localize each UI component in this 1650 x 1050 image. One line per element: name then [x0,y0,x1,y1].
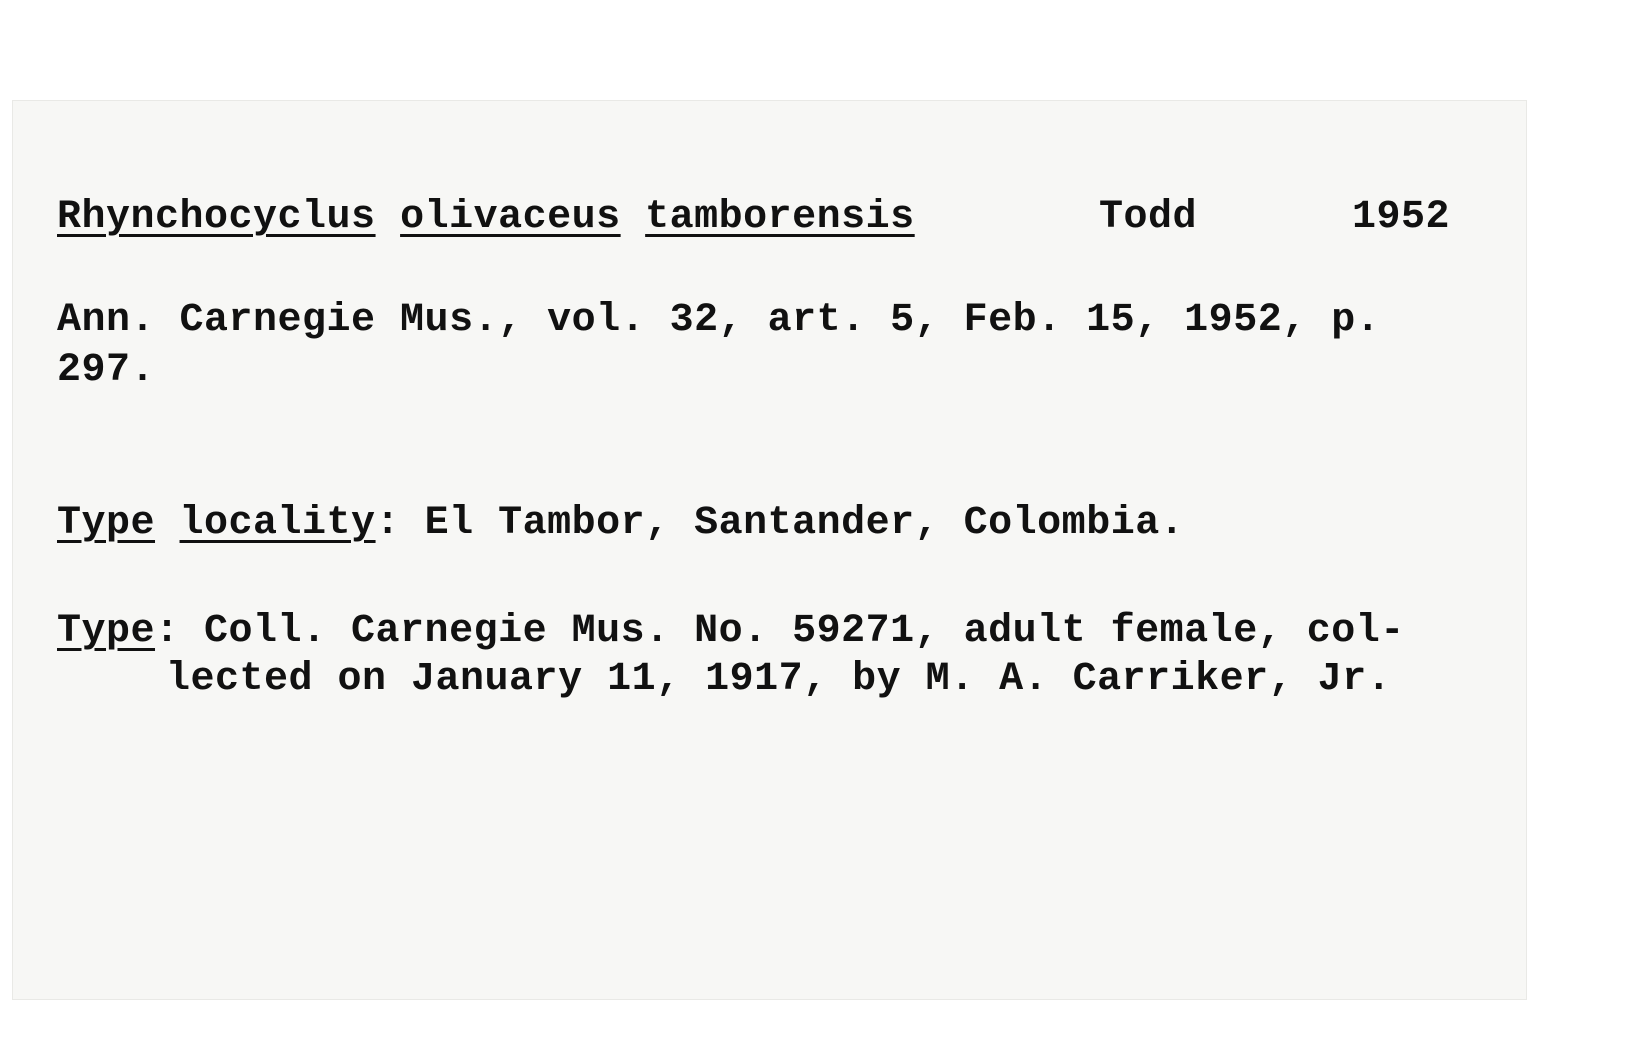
type-locality-label-1: Type [57,501,156,546]
type-locality-label-2: locality [179,501,376,546]
taxon-author: Todd [1099,195,1198,240]
index-card [12,100,1527,1000]
type-specimen-text-1: : Coll. Carnegie Mus. No. 59271, adult female, col- [155,609,1405,654]
type-specimen-line-2: lected on January 11, 1917, by M. A. Carriker, Jr. [166,657,1392,702]
type-specimen-line-1 [57,608,1405,656]
citation-line-2: 297. [57,348,156,393]
taxon-year: 1952 [1352,195,1451,240]
species-name: olivaceus [400,195,621,240]
taxon-name [57,194,915,242]
type-locality-value: El Tambor, Santander, Colombia. [400,501,1185,546]
type-locality-colon: : [375,501,401,546]
type-locality [57,500,1184,548]
genus-name: Rhynchocyclus [57,195,376,240]
subspecies-name: tamborensis [645,195,915,240]
citation-line-1: Ann. Carnegie Mus., vol. 32, art. 5, Feb. 15, 1952, p. [57,298,1381,343]
type-label: Type [57,609,156,654]
